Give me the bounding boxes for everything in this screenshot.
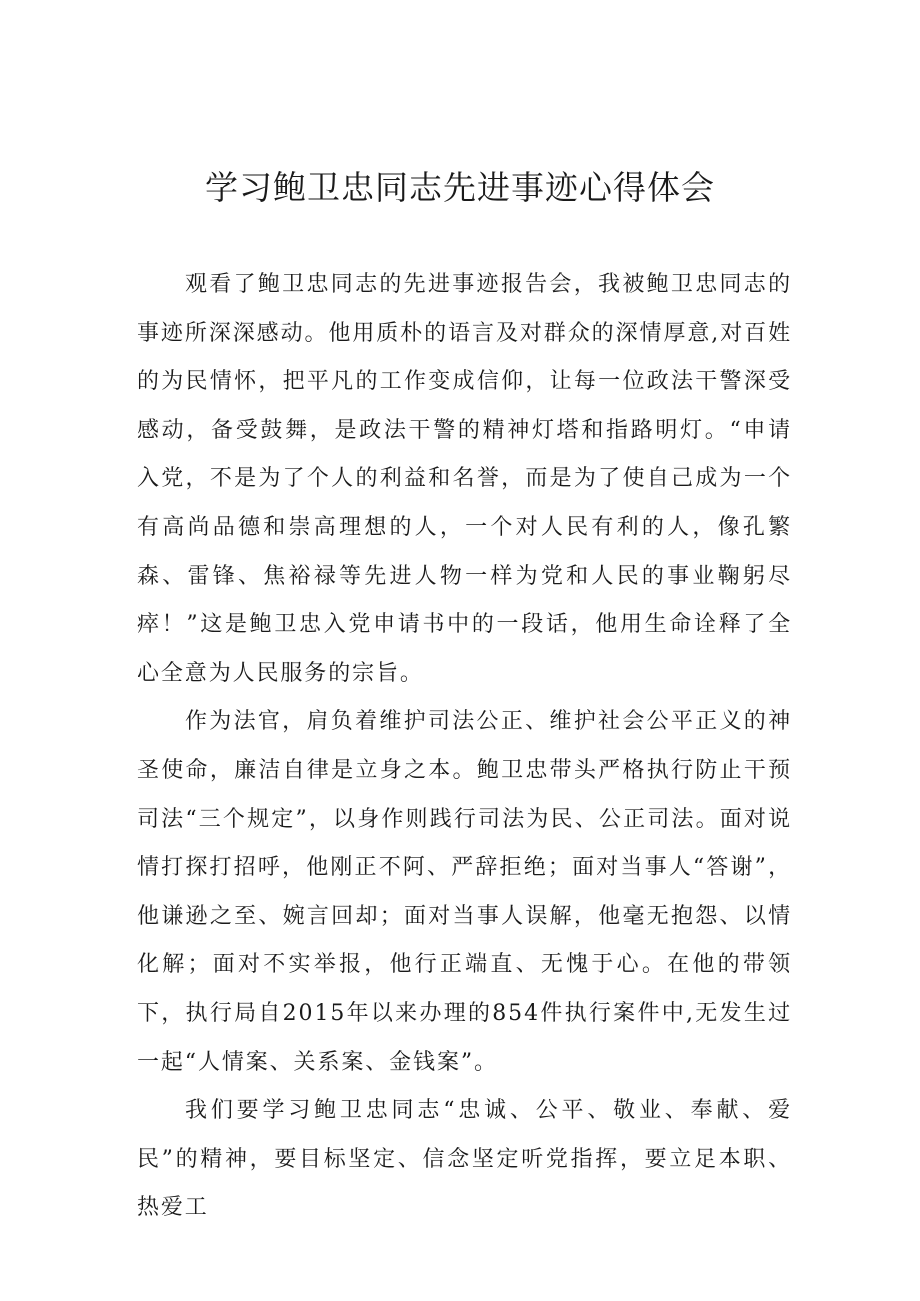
document-title: 学习鲍卫忠同志先进事迹心得体会 <box>205 168 715 207</box>
document-body <box>137 261 792 1233</box>
paragraph-3: 我们要学习鲍卫忠同志“忠诚、公平、敬业、奉献、爱民”的精神，要目标坚定、信念坚定听党指挥，要立足本职、热爱工 <box>137 1098 792 1221</box>
paragraph-2: 作为法官，肩负着维护司法公正、维护社会公平正义的神圣使命，廉洁自律是立身之本。鲍卫忠带头严格执行防止干预司法“三个规定”，以身作则践行司法为民、公正司法。面对说情打探打招呼，他刚正不阿、严辞拒绝；面对当事人“答谢”，他谦逊之至、婉言回却；面对当事人误解，他毫无抱怨、以情化解；面对不实举报，他行正端直、无愧于心。在他的带领下，执行局自2015年以来办理的854件执行案件中,无发生过一起“人情案、关系案、金钱案”。 <box>137 709 792 1075</box>
paragraph-1: 观看了鲍卫忠同志的先进事迹报告会，我被鲍卫忠同志的事迹所深深感动。他用质朴的语言及对群众的深情厚意,对百姓的为民情怀，把平凡的工作变成信仰，让每一位政法干警深受感动，备受鼓舞，是政法干警的精神灯塔和指路明灯。“申请入党，不是为了个人的利益和名誉，而是为了使自己成为一个有高尚品德和崇高理想的人，一个对人民有利的人，像孔繁森、雷锋、焦裕禄等先进人物一样为党和人民的事业鞠躬尽瘁！”这是鲍卫忠入党申请书中的一段话，他用生命诠释了全心全意为人民服务的宗旨。 <box>137 272 792 686</box>
